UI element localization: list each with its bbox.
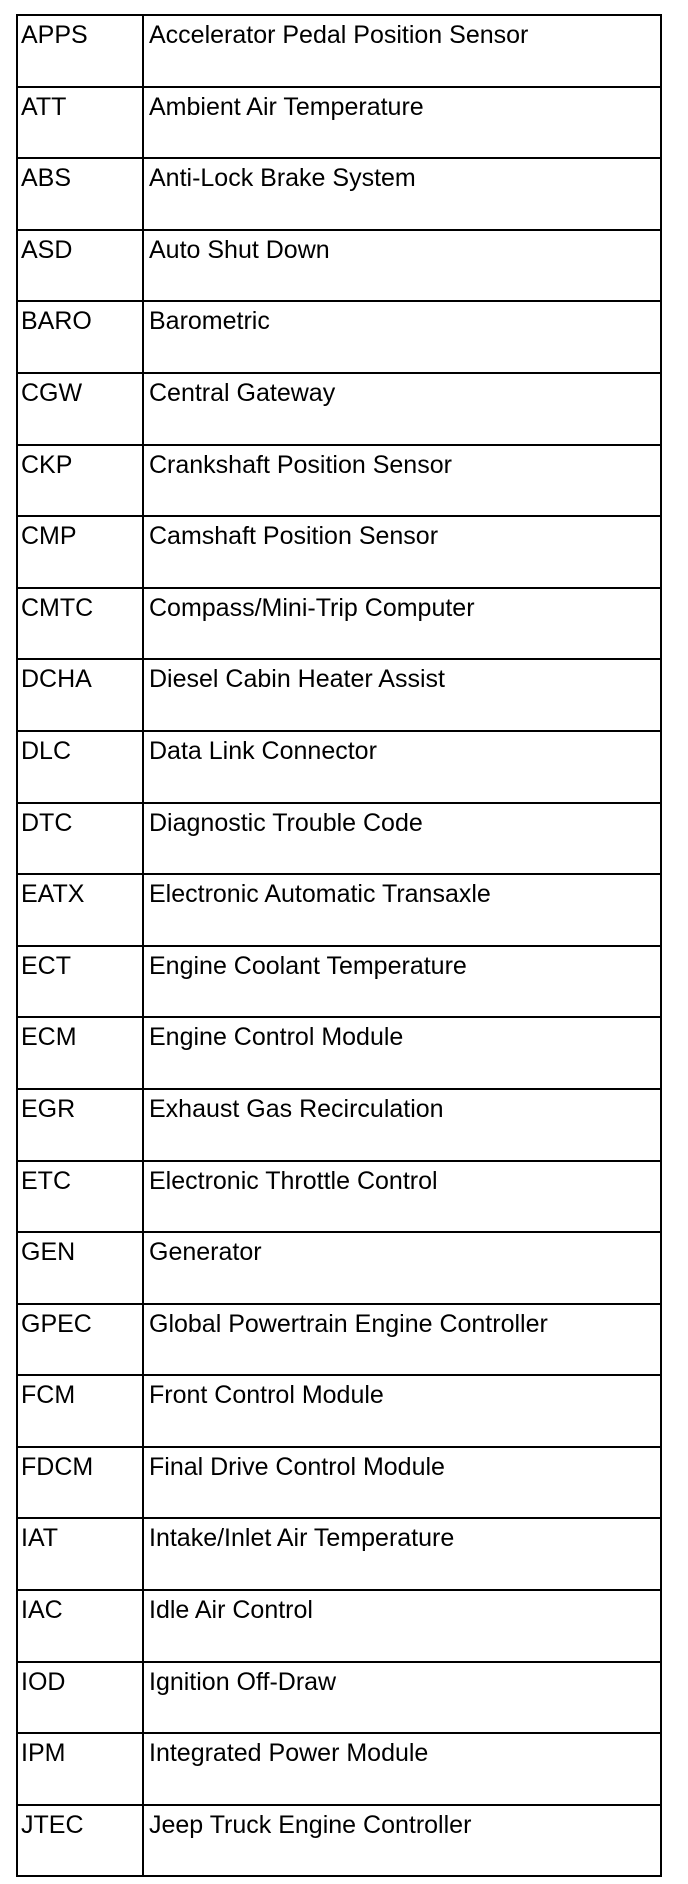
table-row — [17, 1518, 661, 1590]
table-row — [17, 1232, 661, 1304]
description-cell: Compass/Mini-Trip Computer — [143, 588, 661, 660]
table-row — [17, 15, 661, 87]
abbreviation-cell: EGR — [17, 1089, 143, 1161]
table-row — [17, 1662, 661, 1734]
description-cell: Global Powertrain Engine Controller — [143, 1304, 661, 1376]
description-cell: Front Control Module — [143, 1375, 661, 1447]
table-row — [17, 445, 661, 517]
abbreviation-cell: JTEC — [17, 1805, 143, 1877]
description-cell: Integrated Power Module — [143, 1733, 661, 1805]
abbreviation-cell: CMP — [17, 516, 143, 588]
abbreviation-cell: CGW — [17, 373, 143, 445]
description-cell: Engine Coolant Temperature — [143, 946, 661, 1018]
description-cell: Camshaft Position Sensor — [143, 516, 661, 588]
abbreviation-cell: ASD — [17, 230, 143, 302]
table-row — [17, 301, 661, 373]
abbreviation-cell: IAT — [17, 1518, 143, 1590]
table-row — [17, 1805, 661, 1877]
description-cell: Ambient Air Temperature — [143, 87, 661, 159]
abbreviation-cell: GEN — [17, 1232, 143, 1304]
description-cell: Generator — [143, 1232, 661, 1304]
description-cell: Idle Air Control — [143, 1590, 661, 1662]
table-row — [17, 158, 661, 230]
description-cell: Exhaust Gas Recirculation — [143, 1089, 661, 1161]
abbreviation-cell: ECT — [17, 946, 143, 1018]
table-row — [17, 659, 661, 731]
abbreviation-cell: GPEC — [17, 1304, 143, 1376]
abbreviation-cell: IPM — [17, 1733, 143, 1805]
description-cell: Accelerator Pedal Position Sensor — [143, 15, 661, 87]
abbreviation-cell: CMTC — [17, 588, 143, 660]
table-row — [17, 1733, 661, 1805]
abbreviation-cell: DCHA — [17, 659, 143, 731]
description-cell: Anti-Lock Brake System — [143, 158, 661, 230]
description-cell: Crankshaft Position Sensor — [143, 445, 661, 517]
abbreviation-cell: ECM — [17, 1017, 143, 1089]
abbreviation-cell: ETC — [17, 1161, 143, 1233]
abbreviation-cell: IAC — [17, 1590, 143, 1662]
description-cell: Barometric — [143, 301, 661, 373]
abbreviation-cell: DLC — [17, 731, 143, 803]
abbreviation-cell: FCM — [17, 1375, 143, 1447]
abbreviations-table — [16, 14, 662, 1877]
description-cell: Data Link Connector — [143, 731, 661, 803]
description-cell: Final Drive Control Module — [143, 1447, 661, 1519]
abbreviation-cell: ATT — [17, 87, 143, 159]
description-cell: Electronic Automatic Transaxle — [143, 874, 661, 946]
description-cell: Ignition Off-Draw — [143, 1662, 661, 1734]
abbreviation-cell: FDCM — [17, 1447, 143, 1519]
table-row — [17, 1447, 661, 1519]
table-row — [17, 373, 661, 445]
abbreviation-cell: BARO — [17, 301, 143, 373]
abbreviation-cell: DTC — [17, 803, 143, 875]
description-cell: Engine Control Module — [143, 1017, 661, 1089]
table-row — [17, 516, 661, 588]
description-cell: Diagnostic Trouble Code — [143, 803, 661, 875]
abbreviations-table-body — [17, 15, 661, 1876]
table-row — [17, 731, 661, 803]
table-row — [17, 1304, 661, 1376]
abbreviation-cell: CKP — [17, 445, 143, 517]
table-row — [17, 87, 661, 159]
description-cell: Jeep Truck Engine Controller — [143, 1805, 661, 1877]
description-cell: Electronic Throttle Control — [143, 1161, 661, 1233]
abbreviation-cell: ABS — [17, 158, 143, 230]
description-cell: Intake/Inlet Air Temperature — [143, 1518, 661, 1590]
table-row — [17, 588, 661, 660]
table-row — [17, 1161, 661, 1233]
abbreviation-cell: APPS — [17, 15, 143, 87]
table-row — [17, 803, 661, 875]
abbreviation-cell: EATX — [17, 874, 143, 946]
table-row — [17, 1590, 661, 1662]
abbreviation-cell: IOD — [17, 1662, 143, 1734]
table-row — [17, 1017, 661, 1089]
table-row — [17, 874, 661, 946]
description-cell: Diesel Cabin Heater Assist — [143, 659, 661, 731]
table-row — [17, 946, 661, 1018]
description-cell: Auto Shut Down — [143, 230, 661, 302]
description-cell: Central Gateway — [143, 373, 661, 445]
table-row — [17, 1089, 661, 1161]
table-row — [17, 230, 661, 302]
table-row — [17, 1375, 661, 1447]
